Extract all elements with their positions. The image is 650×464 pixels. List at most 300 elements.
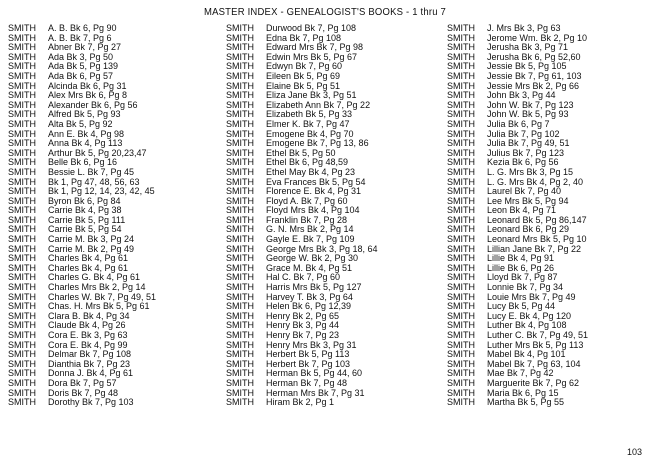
entry-reference: Lucy Bk 5, Pg 44 [487,302,556,312]
entry-reference: Lillian Jane Bk 7, Pg 22 [487,244,582,254]
entry-surname: SMITH [447,331,475,340]
entry-surname: SMITH [8,167,36,177]
index-entry [447,101,650,111]
entry-surname: SMITH [8,254,36,264]
entry-reference: Donna J. Bk 4, Pg 61 [48,369,134,379]
index-entry [8,62,218,72]
entry-reference: L. G. Mrs Bk 3, Pg 15 [487,167,574,177]
entry-reference: Ada Bk 3, Pg 50 [48,52,114,62]
index-entry [447,120,650,130]
entry-reference: Leonard Bk 6, Pg 29 [487,225,570,235]
entry-reference: Herman Bk 7, Pg 48 [266,378,348,388]
index-entry [226,389,436,399]
entry-surname: SMITH [226,311,254,321]
index-entry [8,120,218,130]
entry-reference: Eva Frances Bk 5, Pg 54 [266,177,366,187]
entry-reference: Marguerite Bk 7, Pg 62 [487,378,580,388]
entry-surname: SMITH [8,350,36,360]
entry-reference: Edna Bk 7, Pg 108 [266,33,342,43]
entry-surname: SMITH [226,321,254,331]
index-entry [447,82,650,92]
entry-reference: Lucy E. Bk 4, Pg 120 [487,311,572,321]
index-entry [226,168,436,178]
entry-reference: Elmer K. Bk 7, Pg 47 [266,119,350,129]
index-entry [226,72,436,82]
page-title: MASTER INDEX - GENEALOGIST'S BOOKS - 1 thru 7 [203,6,447,19]
entry-surname: SMITH [226,254,254,264]
entry-reference: Leon Bk 4, Pg 71 [487,206,557,216]
index-entry [8,130,218,140]
entry-surname: SMITH [8,302,36,312]
entry-reference: Leonard Bk 5, Pg 86,147 [487,215,587,225]
entry-surname: SMITH [447,52,475,62]
index-entry [226,187,436,197]
entry-surname: SMITH [226,24,254,33]
index-entry [8,225,218,235]
entry-surname: SMITH [447,340,475,350]
entry-reference: Florence E. Bk 4, Pg 31 [266,187,362,197]
entry-reference: Hiram Bk 2, Pg 1 [266,398,335,408]
entry-surname: SMITH [8,119,36,129]
entry-surname: SMITH [226,119,254,129]
entry-surname: SMITH [226,206,254,216]
index-column-1 [8,24,218,408]
entry-reference: Jerusha Bk 3, Pg 71 [487,43,569,53]
index-entry [447,34,650,44]
index-entry [8,350,218,360]
entry-surname: SMITH [226,43,254,53]
entry-surname: SMITH [8,292,36,302]
entry-reference: Doris Bk 7, Pg 48 [48,388,119,398]
entry-surname: SMITH [447,369,475,379]
entry-surname: SMITH [226,62,254,72]
index-entry [8,24,218,34]
entry-reference: Dianthia Bk 7, Pg 23 [48,359,131,369]
index-entry [447,43,650,53]
entry-reference: Gayle E. Bk 7, Pg 109 [266,235,355,245]
entry-surname: SMITH [226,398,254,408]
entry-surname: SMITH [8,100,36,110]
entry-surname: SMITH [226,340,254,350]
entry-surname: SMITH [8,378,36,388]
entry-surname: SMITH [8,206,36,216]
index-entry [226,130,436,140]
entry-surname: SMITH [226,302,254,312]
entry-surname: SMITH [8,139,36,149]
index-entry [8,379,218,389]
index-entry [226,110,436,120]
index-entry [447,24,650,34]
index-entry [8,398,218,408]
index-entry [8,206,218,216]
index-entry [226,312,436,322]
entry-reference: John W. Bk 7, Pg 123 [487,100,574,110]
entry-surname: SMITH [8,244,36,254]
entry-reference: Charles Bk 4, Pg 61 [48,254,129,264]
entry-reference: Belle Bk 6, Pg 16 [48,158,118,168]
index-entry [447,72,650,82]
entry-surname: SMITH [447,378,475,388]
entry-surname: SMITH [226,215,254,225]
entry-reference: Julia Bk 7, Pg 49, 51 [487,139,570,149]
entry-reference: John Bk 3, Pg 44 [487,91,556,101]
entry-reference: George W. Bk 2, Pg 30 [266,254,359,264]
entry-reference: J. Mrs Bk 3, Pg 63 [487,24,561,33]
entry-reference: Arthur Bk 5, Pg 20,23,47 [48,148,147,158]
entry-reference: Delmar Bk 7, Pg 108 [48,350,132,360]
entry-surname: SMITH [447,177,475,187]
index-entry [447,130,650,140]
index-entry [226,149,436,159]
entry-surname: SMITH [8,148,36,158]
entry-surname: SMITH [447,244,475,254]
entry-reference: A. B. Bk 6, Pg 90 [48,24,117,33]
entry-reference: Alexander Bk 6, Pg 56 [48,100,138,110]
index-entry [226,139,436,149]
entry-surname: SMITH [226,359,254,369]
index-entry [447,158,650,168]
entry-reference: Carrie Bk 5, Pg 111 [48,215,126,225]
entry-reference: Edwin Mrs Bk 5, Pg 67 [266,52,358,62]
entry-reference: Kezia Bk 6, Pg 56 [487,158,559,168]
index-entry [447,178,650,188]
entry-reference: Lillie Bk 6, Pg 26 [487,263,555,273]
index-entry [8,235,218,245]
entry-reference: George Mrs Bk 3, Pg 18, 64 [266,244,378,254]
entry-surname: SMITH [226,292,254,302]
entry-surname: SMITH [8,187,36,197]
entry-reference: Luther Mrs Bk 5, Pg 113 [487,340,584,350]
entry-reference: Charles Bk 4, Pg 61 [48,263,129,273]
index-entry [226,350,436,360]
page-number: 103 [626,447,642,457]
index-entry [8,360,218,370]
index-entry [8,197,218,207]
entry-surname: SMITH [447,321,475,331]
index-entry [447,187,650,197]
entry-reference: A. B. Bk 7, Pg 6 [48,33,112,43]
index-entry [226,206,436,216]
index-entry [8,273,218,283]
entry-reference: Alcinda Bk 6, Pg 31 [48,81,127,91]
entry-reference: Luther C. Bk 7, Pg 49, 51 [487,331,589,340]
index-entry [8,369,218,379]
entry-surname: SMITH [447,91,475,101]
entry-surname: SMITH [226,187,254,197]
entry-surname: SMITH [8,263,36,273]
index-entry [8,158,218,168]
entry-reference: Mabel Bk 4, Pg 101 [487,350,566,360]
entry-surname: SMITH [8,340,36,350]
entry-reference: Lillie Bk 4, Pg 91 [487,254,555,264]
index-entry [226,197,436,207]
entry-reference: Chas. H. Mrs Bk 5, Pg 61 [48,302,150,312]
entry-reference: Byron Bk 6, Pg 84 [48,196,121,206]
entry-reference: Edward Mrs Bk 7, Pg 98 [266,43,364,53]
entry-reference: Franklin Bk 7, Pg 28 [266,215,348,225]
entry-surname: SMITH [447,206,475,216]
index-entry [447,264,650,274]
index-entry [447,110,650,120]
entry-reference: Bk 1, Pg 12, 14, 23, 42, 45 [48,187,155,197]
index-entry [447,293,650,303]
index-entry [8,139,218,149]
index-entry [226,283,436,293]
entry-surname: SMITH [226,81,254,91]
entry-reference: Herman Bk 5, Pg 44, 60 [266,369,363,379]
entry-reference: Helen Bk 6, Pg 12,39 [266,302,352,312]
entry-reference: L. G. Mrs Bk 4, Pg 2, 40 [487,177,584,187]
index-entry [226,43,436,53]
entry-reference: Clara B. Bk 4, Pg 34 [48,311,130,321]
entry-reference: Bk 1, Pg 47, 48, 56, 63 [48,177,140,187]
index-entry [447,254,650,264]
entry-reference: Jerome Wm. Bk 2, Pg 10 [487,33,588,43]
index-entry [226,91,436,101]
index-entry [226,273,436,283]
entry-reference: Henry Bk 2, Pg 65 [266,311,340,321]
index-entry [447,273,650,283]
entry-surname: SMITH [8,331,36,340]
entry-surname: SMITH [8,52,36,62]
index-entry [447,197,650,207]
entry-surname: SMITH [8,158,36,168]
entry-reference: Floyd Mrs Bk 4, Pg 104 [266,206,360,216]
entry-reference: Mae Bk 7, Pg 42 [487,369,554,379]
entry-reference: Elizabeth Bk 5, Pg 33 [266,110,353,120]
entry-reference: Elizabeth Ann Bk 7, Pg 22 [266,100,371,110]
entry-surname: SMITH [226,129,254,139]
entry-surname: SMITH [8,177,36,187]
entry-surname: SMITH [8,24,36,33]
entry-reference: Hal C. Bk 7, Pg 60 [266,273,341,283]
entry-surname: SMITH [447,254,475,264]
entry-surname: SMITH [8,235,36,245]
entry-surname: SMITH [8,369,36,379]
entry-reference: Emogene Bk 7, Pg 13, 86 [266,139,369,149]
entry-reference: Herman Mrs Bk 7, Pg 31 [266,388,365,398]
index-entry [447,168,650,178]
entry-reference: Harris Mrs Bk 5, Pg 127 [266,283,362,293]
entry-surname: SMITH [226,350,254,360]
index-entry [447,331,650,341]
index-entry [8,312,218,322]
entry-reference: Ada Bk 6, Pg 57 [48,71,114,81]
index-entry [8,168,218,178]
entry-reference: Emogene Bk 4, Pg 70 [266,129,354,139]
index-entry [226,53,436,63]
index-entry [8,302,218,312]
index-entry [8,264,218,274]
index-entry [447,379,650,389]
index-entry [226,235,436,245]
entry-reference: Herbert Bk 5, Pg 113 [266,350,350,360]
index-entry [447,149,650,159]
index-entry [447,245,650,255]
entry-reference: Floyd A. Bk 7, Pg 60 [266,196,348,206]
entry-surname: SMITH [447,71,475,81]
entry-surname: SMITH [447,196,475,206]
index-entry [226,302,436,312]
index-entry [226,34,436,44]
entry-reference: Alta Bk 5, Pg 92 [48,119,113,129]
entry-surname: SMITH [447,350,475,360]
entry-reference: Jessie Mrs Bk 2, Pg 66 [487,81,580,91]
index-entry [447,389,650,399]
entry-surname: SMITH [8,388,36,398]
index-entry [447,53,650,63]
entry-reference: Martha Bk 5, Pg 55 [487,398,565,408]
index-entry [447,206,650,216]
index-entry [447,398,650,408]
entry-reference: Alex Mrs Bk 6, Pg 8 [48,91,128,101]
entry-reference: Carrie M. Bk 3, Pg 24 [48,235,135,245]
entry-reference: Alfred Bk 5, Pg 93 [48,110,121,120]
index-entry [8,43,218,53]
entry-reference: Carrie Bk 5, Pg 54 [48,225,122,235]
entry-reference: Eliza Jane Bk 3, Pg 51 [266,91,357,101]
entry-surname: SMITH [8,110,36,120]
entry-surname: SMITH [226,167,254,177]
entry-surname: SMITH [447,302,475,312]
index-entry [226,331,436,341]
index-entry [226,216,436,226]
entry-reference: Henry Mrs Bk 3, Pg 31 [266,340,357,350]
index-column-3 [447,24,650,408]
entry-surname: SMITH [226,196,254,206]
entry-reference: Dora Bk 7, Pg 57 [48,378,117,388]
entry-surname: SMITH [447,148,475,158]
entry-surname: SMITH [226,283,254,293]
entry-reference: Laurel Bk 7, Pg 40 [487,187,562,197]
entry-reference: Henry Bk 7, Pg 23 [266,331,340,340]
entry-surname: SMITH [8,359,36,369]
index-entry [8,331,218,341]
entry-reference: Jessie Bk 5, Pg 105 [487,62,567,72]
index-entry [447,235,650,245]
entry-surname: SMITH [226,71,254,81]
index-entry [226,120,436,130]
entry-surname: SMITH [447,158,475,168]
entry-surname: SMITH [447,43,475,53]
entry-surname: SMITH [447,119,475,129]
index-entry [8,149,218,159]
entry-reference: Ethel Bk 5, Pg 50 [266,148,336,158]
index-entry [226,178,436,188]
entry-surname: SMITH [8,321,36,331]
entry-reference: Maria Bk 6, Pg 15 [487,388,559,398]
entry-reference: Grace M. Bk 4, Pg 51 [266,263,353,273]
entry-surname: SMITH [447,100,475,110]
entry-surname: SMITH [226,388,254,398]
entry-reference: Leonard Mrs Bk 5, Pg 10 [487,235,587,245]
entry-reference: Charles W. Bk 7, Pg 49, 51 [48,292,157,302]
entry-surname: SMITH [8,43,36,53]
entry-reference: Bessie L. Bk 7, Pg 45 [48,167,135,177]
entry-surname: SMITH [447,187,475,197]
entry-surname: SMITH [447,292,475,302]
index-entry [447,312,650,322]
entry-reference: Harvey T. Bk 3, Pg 64 [266,292,353,302]
entry-surname: SMITH [226,244,254,254]
entry-surname: SMITH [226,110,254,120]
entry-surname: SMITH [226,52,254,62]
index-entry [8,53,218,63]
entry-reference: Julius Bk 7, Pg 123 [487,148,565,158]
index-entry [226,379,436,389]
entry-reference: Julia Bk 6, Pg 7 [487,119,550,129]
index-entry [447,225,650,235]
index-entry [447,302,650,312]
entry-reference: Ethel May Bk 4, Pg 23 [266,167,356,177]
index-entry [8,72,218,82]
index-entry [8,389,218,399]
entry-surname: SMITH [447,81,475,91]
index-entry [447,216,650,226]
index-entry [8,101,218,111]
entry-surname: SMITH [8,196,36,206]
index-entry [447,91,650,101]
entry-surname: SMITH [447,110,475,120]
entry-surname: SMITH [8,283,36,293]
entry-surname: SMITH [226,273,254,283]
entry-reference: Ada Bk 5, Pg 139 [48,62,119,72]
entry-reference: Lee Mrs Bk 5, Pg 94 [487,196,569,206]
entry-surname: SMITH [226,158,254,168]
entry-reference: Ethel Bk 6, Pg 48,59 [266,158,349,168]
index-entry [8,254,218,264]
index-entry [226,24,436,34]
entry-reference: Edwyn Bk 7, Pg 60 [266,62,343,72]
entry-surname: SMITH [8,129,36,139]
index-entry [226,341,436,351]
entry-surname: SMITH [226,100,254,110]
index-entry [8,283,218,293]
index-entry [447,350,650,360]
index-entry [447,321,650,331]
entry-surname: SMITH [447,225,475,235]
entry-reference: Mabel Bk 7, Pg 63, 104 [487,359,581,369]
index-entry [226,360,436,370]
entry-surname: SMITH [447,398,475,408]
entry-reference: Claude Bk 4, Pg 26 [48,321,126,331]
entry-surname: SMITH [8,33,36,43]
entry-surname: SMITH [8,398,36,408]
entry-surname: SMITH [226,33,254,43]
index-entry [447,369,650,379]
entry-surname: SMITH [226,331,254,340]
index-entry [226,245,436,255]
index-entry [226,225,436,235]
entry-surname: SMITH [226,263,254,273]
entry-reference: Lloyd Bk 7, Pg 87 [487,273,558,283]
entry-reference: Charles Mrs Bk 2, Pg 14 [48,283,146,293]
index-entry [447,139,650,149]
index-entry [447,360,650,370]
entry-surname: SMITH [447,167,475,177]
entry-surname: SMITH [447,235,475,245]
index-entry [226,101,436,111]
entry-surname: SMITH [226,225,254,235]
index-entry [226,369,436,379]
entry-surname: SMITH [447,273,475,283]
entry-reference: Dorothy Bk 7, Pg 103 [48,398,134,408]
entry-surname: SMITH [8,81,36,91]
index-entry [226,158,436,168]
entry-reference: Carrie M. Bk 2, Pg 49 [48,244,135,254]
index-entry [8,82,218,92]
entry-reference: Jessie Bk 7, Pg 61, 103 [487,71,582,81]
